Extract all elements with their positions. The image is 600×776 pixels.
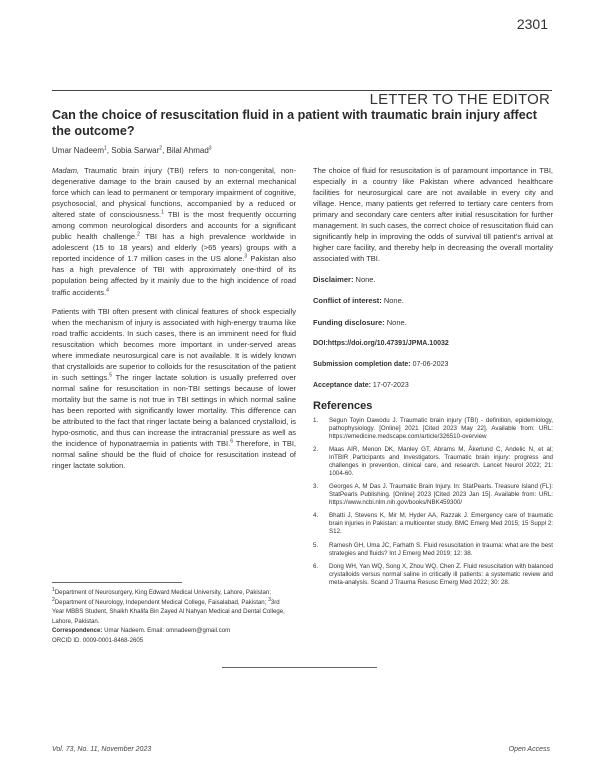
acceptance-value: 17-07-2023 [370, 381, 409, 389]
author-name: Bilal Ahmad [166, 146, 209, 155]
reference-number: 1. [313, 416, 319, 424]
submission-date [313, 359, 553, 370]
conflict-label: Conflict of interest: [313, 296, 382, 306]
correspondence-label: Correspondence: [52, 627, 103, 635]
author-list: Umar Nadeem$^1$, Sobia Sarwar$^2$, Bilal Ahmad$^3$ [52, 145, 212, 155]
reference-text: Maas AIR, Menon DK, Manley GT, Abrams M, Åkerlund C, Andelic N, et al; InTBIR Participants and Investigators. Traumatic brain injury: progress and challenges in prevention, clinical care, and research. Lancet Neurol 2022; 21: 1004-60. [329, 445, 553, 477]
sentence: Therefore, in TBI, normal saline should be the fluid of choice for resuscitation instead of ringer lactate solution. [52, 439, 296, 471]
reference-item [313, 512, 553, 536]
reference-item [313, 417, 553, 441]
author-name: Umar Nadeem [52, 146, 105, 155]
funding-disclosure [313, 317, 553, 328]
article-metadata [313, 274, 553, 390]
citation: 3 [244, 253, 248, 260]
reference-text: Dong WH, Yan WQ, Song X, Zhou WQ, Chen Z. Fluid resuscitation with balanced crystalloids versus normal saline in critically ill patients: a systematic review and meta-analysis. Scand J Trauma Resusc Emerg Med 2022; 30: 28. [329, 562, 553, 586]
citation: 4 [106, 287, 109, 294]
reference-item [313, 446, 553, 478]
reference-text: Segun Toyin Dawodu J. Traumatic brain injury (TBI) - definition, epidemiology, pathophysiology. [Online] 2021 [Cited 2023 May 22]. Available from: URL: https://emedicine.medscape.com/article/326510-overview [329, 416, 553, 440]
reference-text: Ramesh GH, Uma JC, Farhath S. Fluid resuscitation in trauma: what are the best strategies and fluids? Int J Emerg Med 2019; 12: 38. [329, 541, 553, 557]
doi-link[interactable]: DOI:https://doi.org/10.47391/JPMA.10032 [313, 339, 449, 347]
sentence: Pakistan also has a high prevalence of TBI with approximately one-third of its population being affected by it mainly due to the high incidence of road traffic accidents. [52, 254, 296, 297]
sentence: The ringer lactate solution is usually preferred over normal saline for resuscitation in non-TBI settings because of lower mortality but the same is not true in TBI settings in which normal saline has been reported with significantly lower mortality. This difference can be attributed to the fact that ringer lactate being a balanced crystalloid, is hypo-osmotic, and thus can increase the intracranial pressure as well as the incidence of hyponatraemia in patients with TBI. [52, 372, 296, 449]
disclaimer [313, 274, 553, 285]
sentence: TBI is the most frequently occurring among common neurological disorders and accounts for a significant public health challenge. [52, 210, 296, 242]
citation: 1 [161, 209, 164, 216]
disclaimer-label: Disclaimer: [313, 275, 354, 285]
reference-item [313, 483, 553, 507]
acceptance-label: Acceptance date: [313, 381, 371, 389]
sentence: TBI has a high prevalence worldwide in adolescent (15 to 18 years) and elderly (>65 years) groups with a reported incidence of 1.7 million cases in the US alone. [52, 232, 296, 264]
reference-number: 2. [313, 445, 319, 453]
page-number: 2301 [516, 16, 548, 32]
reference-text: Bhatti J, Stevens K, Mir M, Hyder AA, Razzak J. Emergency care of traumatic brain injuries in Pakistan: a multicenter study. BMC Emerg Med 2015; 15 Suppl 2: S12. [329, 512, 553, 536]
acceptance-date [313, 380, 553, 391]
reference-number: 6. [313, 562, 319, 570]
citation: 5 [109, 372, 112, 379]
conflict-of-interest [313, 295, 553, 306]
disclaimer-value: None. [353, 275, 376, 285]
funding-value: None. [384, 317, 407, 327]
affiliation: 3rd Year MBBS Student, Shaikh Khalifa Bin Zayed Al Nahyan Medical and Dental College, Lahore, Pakistan. [52, 598, 285, 625]
volume-info: Vol. 73, No. 11, November 2023 [52, 746, 152, 753]
author-affiliation-mark: 3 [208, 145, 212, 152]
citation: 2 [137, 231, 140, 238]
sentence: Traumatic brain injury (TBI) refers to non-congenital, non-degenerative damage to the brain caused by an external mechanical force which can lead to permanent or temporary impairment of cognitive, psychosocial, and physical functions, accompanied by a reduced or altered state of consciousness. [52, 166, 296, 220]
affiliation: Department of Neurology, Independent Medical College, Faisalabad, Pakistan; [54, 598, 267, 606]
body-paragraph: The choice of fluid for resuscitation is of paramount importance in TBI, especially in a country like Pakistan where advanced healthcare facilities for neurosurgical care are not available in every city and village. Hence, many patients get referred to tertiary care centers from primary and secondary care centers after initial resuscitation for further management. In such cases, the correct choice of resuscitation fluid can significantly help in improving the odds of survival till patient's arrival at higher care facility, and thereby help in decreasing the overall mortality associated with TBI. [313, 166, 553, 264]
conflict-value: None. [381, 296, 404, 306]
body-paragraph [52, 306, 296, 472]
reference-number: 5. [313, 541, 319, 549]
right-column [313, 165, 553, 592]
page-bottom-rule [222, 667, 377, 668]
orcid: ORCID ID. 0009-0001-8468-2605 [52, 636, 144, 644]
citation: 6 [230, 438, 233, 445]
submission-value: 07-06-2023 [410, 360, 449, 368]
reference-item [313, 542, 553, 558]
salutation: Madam, [52, 166, 80, 175]
left-column [52, 165, 296, 479]
reference-number: 3. [313, 483, 319, 491]
author-name: Sobia Sarwar [111, 146, 160, 155]
doi [313, 338, 553, 349]
reference-item [313, 563, 553, 587]
reference-list [313, 417, 553, 587]
author-affiliation-mark: 1 [104, 145, 107, 152]
reference-number: 4. [313, 512, 319, 520]
references-heading: References [313, 399, 373, 412]
funding-label: Funding disclosure: [313, 317, 385, 327]
section-title: LETTER TO THE EDITOR [369, 91, 550, 108]
article-title: Can the choice of resuscitation fluid in a patient with traumatic brain injury affect the outcome? [52, 108, 537, 138]
affiliation: Department of Neurosurgery, King Edward Medical University, Lahore, Pakistan; [54, 589, 271, 596]
sentence: Patients with TBI often present with clinical features of shock especially when the mechanism of injury is associated with high-energy trauma like road traffic accidents. In such cases, there is an imminent need for fluid resuscitation which becomes more important in under-served areas where immediate neurosurgical care is not available. It is widely known that crystalloids are superior to colloids for the resuscitation of the patient in such settings. [52, 306, 296, 382]
author-affiliation-mark: 2 [159, 145, 163, 152]
reference-text: Georges A, M Das J. Traumatic Brain Injury. In: StatPearls. Treasure Island (FL): StatPearls Publishing. [Online] 2023 [Cited 2023 Jan 15]. Available from: URL: https://www.ncbi.nlm.nih.gov/books/NBK459300/ [329, 483, 553, 507]
correspondence-text: Umar Nadeem. Email: omnadeem@gmail.com [102, 627, 231, 635]
affiliation-footnote: $^1$Department of Neurosurgery, King Edward Medical University, Lahore, Pakistan; $^2$Department of Neurology, Independent Medical College, Faisalabad, Pakistan; $^3$3rd Year MBBS Student, Shaikh Khalifa Bin Zayed Al Nahyan Medical and Dental College, Lahore, Pakistan. Correspondence: Umar Nadeem. Email: omnadeem@gmail.com ORCID ID. 0009-0001-8468-2605 [52, 586, 285, 644]
submission-label: Submission completion date: [313, 360, 411, 368]
footnote-rule [52, 582, 182, 583]
body-paragraph [52, 165, 296, 298]
open-access-label: Open Access [508, 746, 550, 753]
